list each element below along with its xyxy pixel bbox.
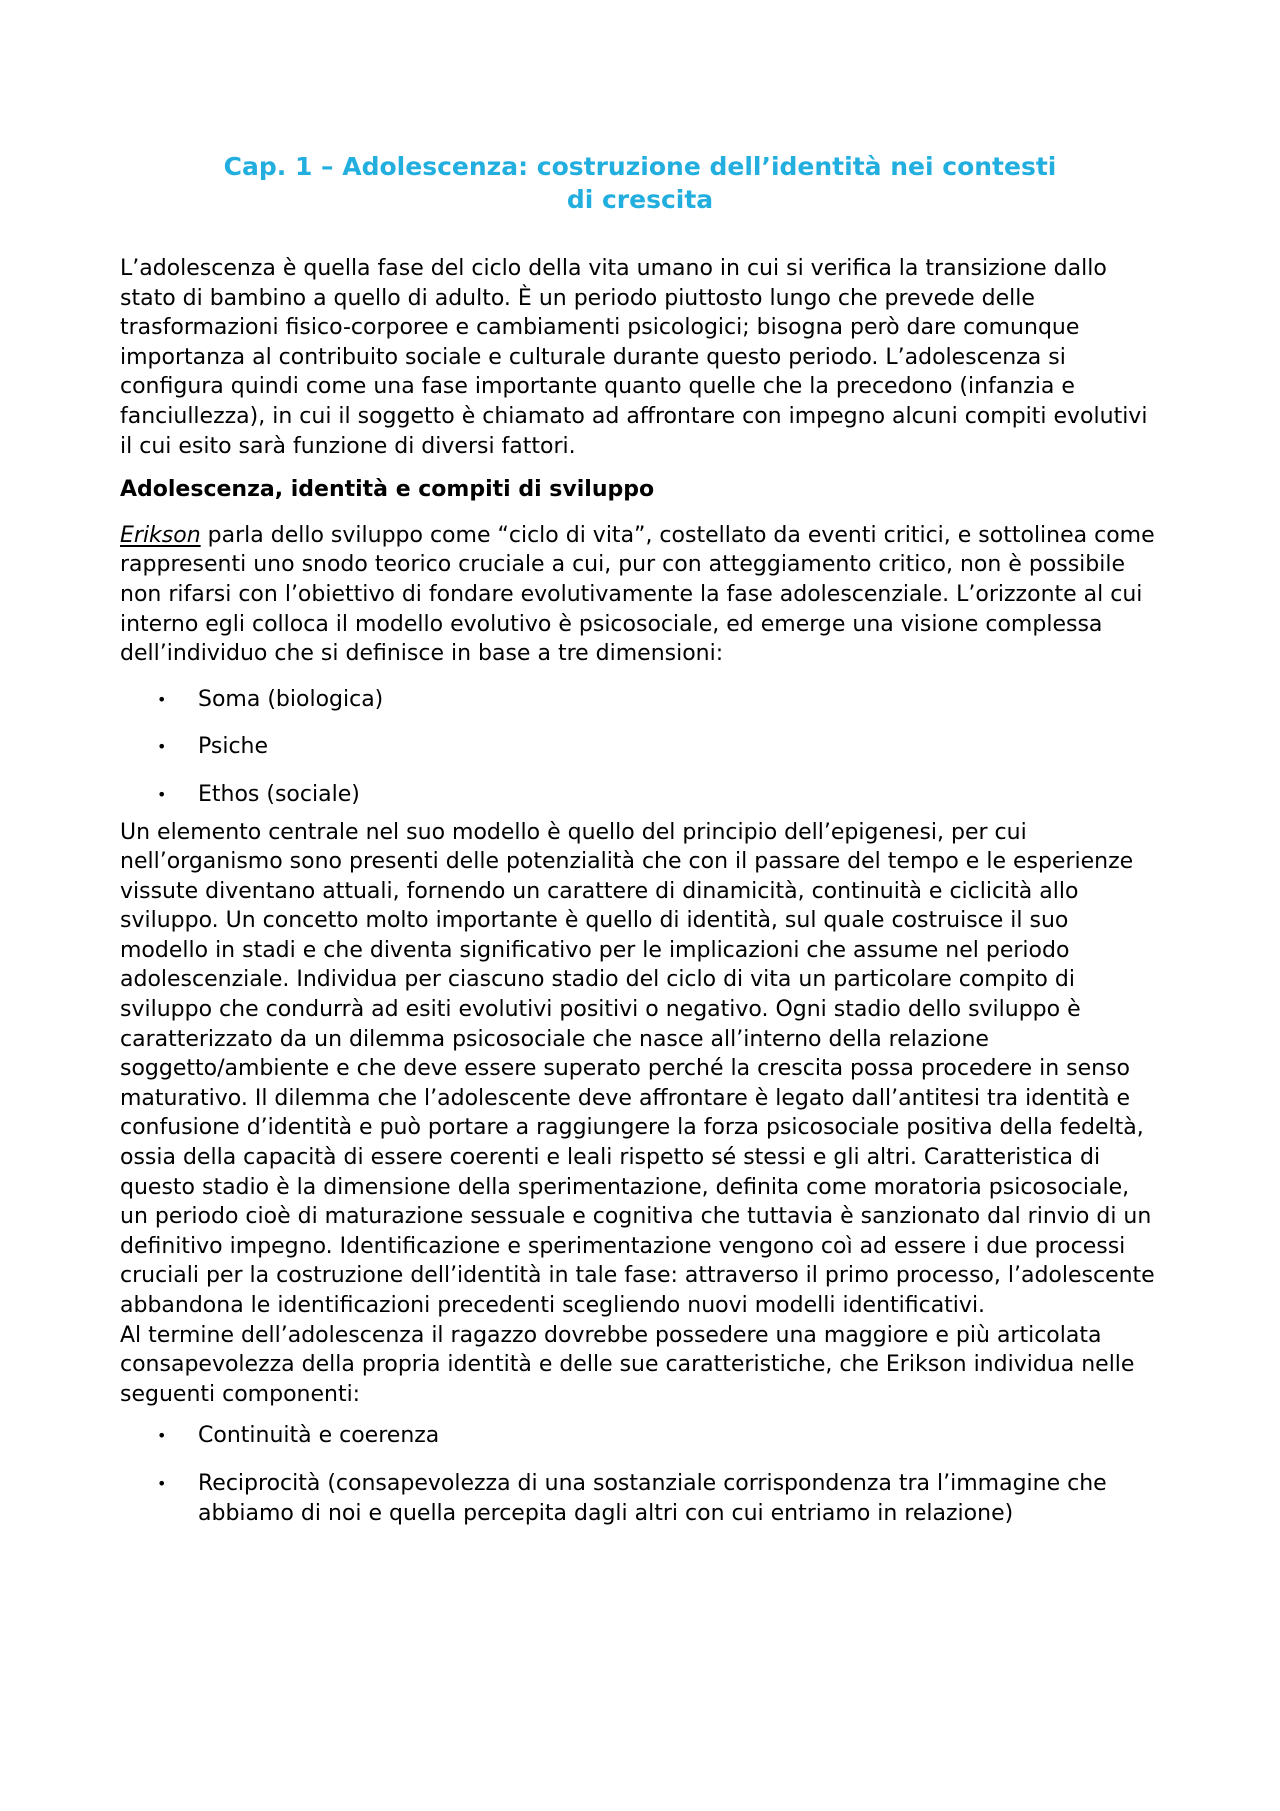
intro-paragraph: L’adolescenza è quella fase del ciclo della vita umano in cui si verifica la transizione dallo stato di bambino a quello di adulto. È un periodo piuttosto lungo che prevede delle trasformazioni fisico-corporee e cambiamenti psicologici; bisogna però dare comunque importanza al contribuito sociale e culturale durante questo periodo. L’adolescenza si configura quindi come una fase importante quanto quelle che la precedono (infanzia e fanciullezza), in cui il soggetto è chiamato ad affrontare con impegno alcuni compiti evolutivi il cui esito sarà funzione di diversi fattori. [120,256,1148,459]
bullet-icon: • [157,1473,167,1493]
list-item [120,685,1160,715]
list-item-text: Continuità e coerenza [198,1423,440,1449]
list-item-text: Psiche [198,734,269,760]
section-heading: Adolescenza, identità e compiti di sviluppo [120,477,655,503]
erikson-link[interactable]: Erikson [120,522,201,548]
epigenesis-paragraph: Un elemento centrale nel suo modello è quello del principio dell’epigenesi, per cui nell’organismo sono presenti delle potenzialità che con il passare del tempo e le esperienze vissute diventano attuali, fornendo un carattere di dinamicità, continuità e ciclicità allo sviluppo. Un concetto molto importante è quello di identità, sul quale costruisce il suo modello in stadi e che diventa significativo per le implicazioni che assume nel periodo adolescenziale. Individua per ciascuno stadio del ciclo di vita un particolare compito di sviluppo che condurrà ad esiti evolutivi positivi o negativo. Ogni stadio dello sviluppo è caratterizzato da un dilemma psicosociale che nasce all’interno della relazione soggetto/ambiente e che deve essere superato perché la crescita possa procedere in senso maturativo. Il dilemma che l’adolescente deve affrontare è legato dall’antitesi tra identità e confusione d’identità e può portare a raggiungere la forza psicosociale positiva della fedeltà, ossia della capacità di essere coerenti e leali rispetto sé stessi e gli altri. Caratteristica di questo stadio è la dimensione della sperimentazione, definita come moratoria psicosociale, un periodo cioè di maturazione sessuale e cognitiva che tuttavia è sanzionato dal rinvio di un definitivo impegno. Identificazione e sperimentazione vengono coì ad essere i due processi cruciali per la costruzione dell’identità in tale fase: attraverso il primo processo, l’adolescente abbandona le identificazioni precedenti scegliendo nuovi modelli identificativi. [120,819,1155,1318]
chapter-title [120,150,1160,216]
document-page [120,150,1160,1546]
bullet-icon: • [157,1426,167,1446]
components-list [120,1421,1160,1528]
list-item-text: Soma (biologica) [198,686,384,712]
list-item-text: Ethos (sociale) [198,781,360,807]
list-item [120,1421,1160,1451]
chapter-title-line-1: Cap. 1 – Adolescenza: costruzione dell’identità nei contesti [223,152,1057,181]
bullet-icon: • [157,784,167,804]
components-intro-paragraph: Al termine dell’adolescenza il ragazzo dovrebbe possedere una maggiore e più articolata consapevolezza della propria identità e delle sue caratteristiche, che Erikson individua nelle seguenti componenti: [120,1322,1135,1407]
bullet-icon: • [157,737,167,757]
list-item [120,780,1160,810]
chapter-title-line-2: di crescita [566,185,714,214]
list-item [120,732,1160,762]
bullet-icon: • [157,689,167,709]
dimensions-list [120,685,1160,810]
erikson-paragraph-text: parla dello sviluppo come “ciclo di vita”, costellato da eventi critici, e sottolinea come rappresenti uno snodo teorico cruciale a cui, pur con atteggiamento critico, non è possibile non rifarsi con l’obiettivo di fondare evolutivamente la fase adolescenziale. L’orizzonte al cui interno egli colloca il modello evolutivo è psicosociale, ed emerge una visione complessa dell’individuo che si definisce in base a tre dimensioni: [120,522,1155,667]
list-item [120,1469,1160,1528]
erikson-paragraph [120,521,1160,669]
list-item-text: Reciprocità (consapevolezza di una sostanziale corrispondenza tra l’immagine che abbiamo di noi e quella percepita dagli altri con cui entriamo in relazione) [198,1470,1107,1526]
